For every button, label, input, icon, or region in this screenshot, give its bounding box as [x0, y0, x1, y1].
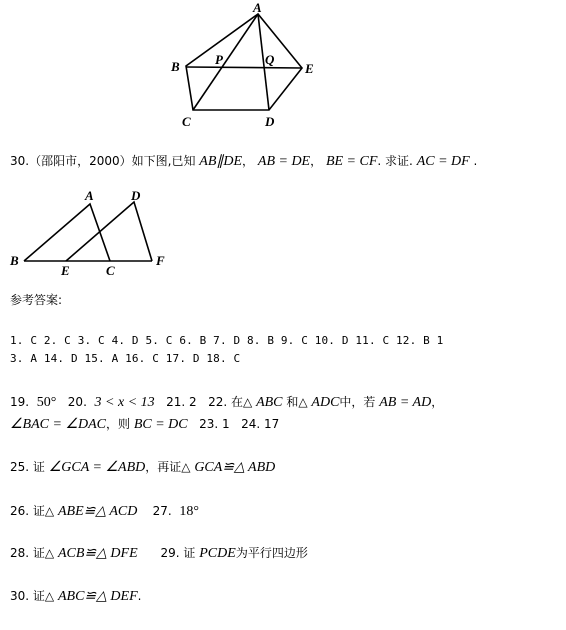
- label-F2: F: [156, 253, 165, 268]
- answer-28-29: [10, 545, 308, 562]
- problem-30-sep-1: ，: [242, 154, 255, 168]
- answer-26-27: [10, 503, 199, 520]
- label-D2: D: [131, 188, 141, 203]
- answers-heading: 参考答案:: [10, 293, 63, 307]
- problem-30-math-4: AC = DF: [416, 154, 470, 169]
- answer-22-then: ，则: [106, 417, 131, 431]
- answer-25-math-1: ∠GCA = ∠ABD: [48, 460, 146, 475]
- answer-22-math-3: AB = AD: [379, 395, 432, 410]
- segment-BE: [186, 67, 302, 68]
- problem-30-math-2: AB = DE: [257, 154, 311, 169]
- answer-23: 23. 1: [199, 417, 230, 431]
- answer-24: 24. 17: [241, 417, 280, 431]
- label-E: E: [305, 61, 314, 76]
- answer-26-math: ABE≌△ ACD: [57, 504, 138, 519]
- answer-30-num: 30. 证△: [10, 589, 55, 603]
- segment-AC: [193, 14, 258, 110]
- label-C2: C: [106, 263, 115, 276]
- label-A: A: [253, 0, 262, 15]
- answer-26-num: 26. 证△: [10, 504, 55, 518]
- answer-22-mid: 中，若: [339, 395, 376, 409]
- label-P: P: [215, 52, 223, 67]
- triangle-ABC: [24, 204, 110, 261]
- answer-22-comma: ，: [431, 395, 444, 409]
- answer-22-math-4: ∠BAC = ∠DAC: [10, 417, 106, 432]
- answer-19-num: 19.: [10, 395, 30, 409]
- label-B: B: [171, 59, 180, 74]
- figure-two-triangles: [6, 188, 186, 276]
- label-D: D: [265, 114, 275, 129]
- problem-30: [10, 153, 477, 170]
- answer-25: [10, 459, 275, 476]
- label-C: C: [182, 114, 191, 129]
- answer-29-tail: 为平行四边形: [235, 546, 308, 560]
- answer-22-math-5: BC = DC: [133, 417, 188, 432]
- triangle-DEF: [66, 202, 152, 261]
- answer-25-mid: ，再证△: [145, 460, 191, 474]
- answer-27-num: 27.: [152, 504, 172, 518]
- answer-21: 21. 2: [166, 395, 197, 409]
- answer-30-end: .: [137, 589, 142, 603]
- answer-28-num: 28. 证△: [10, 546, 55, 560]
- answer-29-num: 29. 证: [160, 546, 196, 560]
- answer-27-value: 18°: [179, 504, 199, 519]
- problem-30-prefix: 30.（邵阳市，2000）如下图,已知: [10, 154, 196, 168]
- answer-22-and: 和△: [286, 395, 308, 409]
- answer-19-22: [10, 394, 443, 411]
- answer-29-math: PCDE: [199, 546, 236, 561]
- answer-22-num: 22. 在△: [208, 395, 253, 409]
- answer-28-math: ACB≌△ DFE: [57, 546, 138, 561]
- answer-22-math-1: ABC: [256, 395, 283, 410]
- answer-25-math-2: GCA≌△ ABD: [194, 460, 276, 475]
- answer-30-math: ABC≌△ DEF: [57, 589, 138, 604]
- answer-20-value: 3 < x < 13: [94, 395, 155, 410]
- label-A2: A: [85, 188, 94, 203]
- answer-22-23-24: [10, 416, 279, 433]
- problem-30-math-1: AB∥DE: [199, 154, 243, 169]
- answer-22-math-2: ADC: [311, 395, 340, 410]
- answer-19-value: 50°: [36, 395, 57, 410]
- problem-30-end: .: [473, 154, 478, 168]
- problem-30-sep-2: ，: [310, 154, 323, 168]
- answer-20-num: 20.: [67, 395, 87, 409]
- problem-30-mid: . 求证.: [377, 154, 413, 168]
- figure-pentagon: [165, 0, 325, 130]
- label-E2: E: [61, 263, 70, 276]
- answers-line-2: 3. A 14. D 15. A 16. C 17. D 18. C: [10, 352, 241, 365]
- label-Q: Q: [265, 52, 275, 67]
- answer-30: [10, 588, 141, 605]
- answer-25-num: 25. 证: [10, 460, 45, 474]
- label-B2: B: [10, 253, 19, 268]
- answers-line-1: 1. C 2. C 3. C 4. D 5. C 6. B 7. D 8. B 9. C 10. D 11. C 12. B 1: [10, 334, 444, 347]
- problem-30-math-3: BE = CF: [325, 154, 378, 169]
